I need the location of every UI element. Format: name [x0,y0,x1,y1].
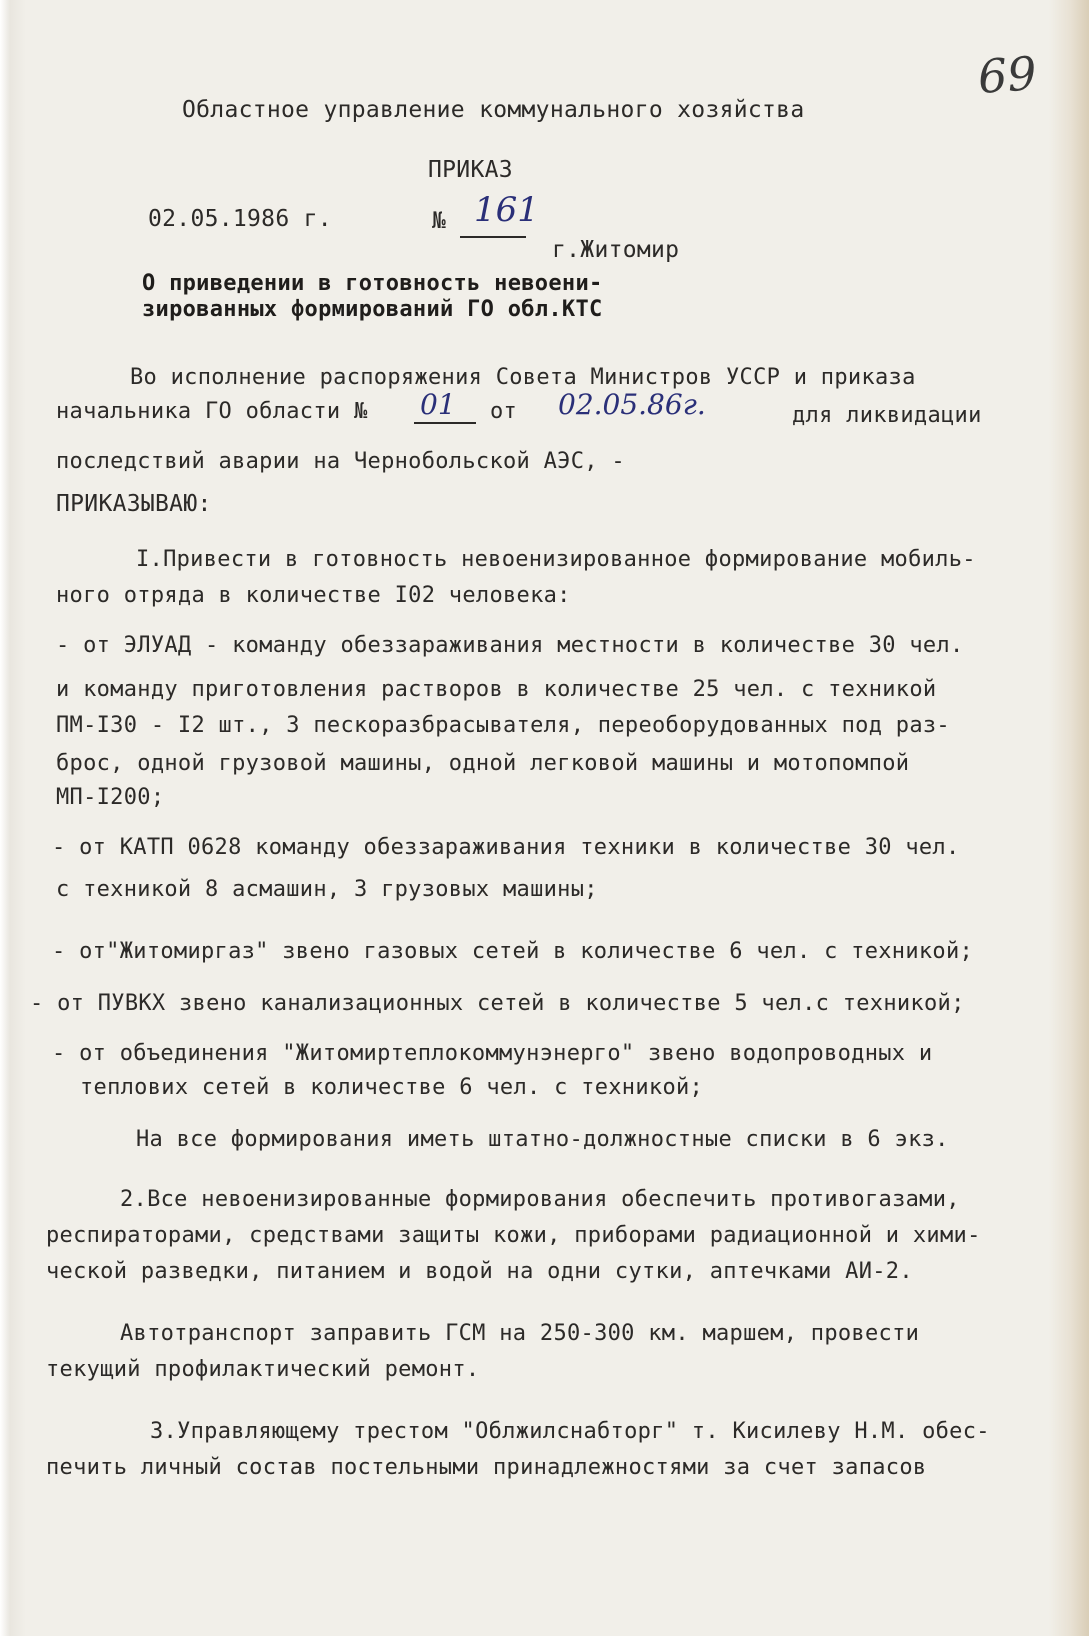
preamble-line-2-end: для ликвидации [792,403,982,428]
preamble-order-number: 01 [420,388,456,421]
body-line: - от ЭЛУАД - команду обеззараживания местности в количестве 30 чел. [56,633,964,658]
body-line: - от ПУВКХ звено канализационных сетей в количестве 5 чел.с техникой; [30,991,965,1016]
preamble-order-date: 02.05.86г. [558,388,706,421]
preamble-line-1: Во исполнение распоряжения Совета Министров УССР и приказа [130,365,916,390]
order-number-underline [460,236,526,238]
body-line: 3.Управляющему трестом "Облжилснабторг" т. Кисилеву Н.М. обес- [150,1419,990,1444]
preamble-line-3: последствий аварии на Чернобольской АЭС, - [56,449,625,474]
body-line: ПМ-I30 - I2 шт., 3 пескоразбрасывателя, переоборудованных под раз- [56,713,950,738]
document-type: ПРИКАЗ [428,157,513,183]
preamble-line-2-start: начальника ГО области № [56,399,368,424]
body-line: брос, одной грузовой машины, одной легковой машины и мотопомпой [56,751,910,776]
paper-left-edge [0,0,26,1636]
organization-name: Областное управление коммунального хозяйства [182,97,805,123]
command-heading: ПРИКАЗЫВАЮ: [56,491,212,517]
handwritten-page-number: 69 [976,46,1039,104]
paper-right-edge [1049,0,1089,1636]
body-line: и команду приготовления растворов в количестве 25 чел. с техникой [56,677,937,702]
body-line: - от объединения "Житомиртеплокоммунэнерго" звено водопроводных и [52,1041,933,1066]
preamble-from: от [490,399,518,424]
body-line: респираторами, средствами защиты кожи, приборами радиационной и хими- [46,1223,981,1248]
subject-line-2: зированных формирований ГО обл.КТС [142,297,603,322]
body-line: - от КАТП 0628 команду обеззараживания техники в количестве 30 чел. [52,835,960,860]
body-line: теплових сетей в количестве 6 чел. с техникой; [80,1075,704,1100]
body-line: I.Привести в готовность невоенизированное формирование мобиль- [136,547,976,572]
city: г.Житомир [552,237,680,263]
preamble-number-underline [414,422,476,424]
body-line: с техникой 8 асмашин, 3 грузовых машины; [56,877,598,902]
body-line: ческой разведки, питанием и водой на одни сутки, аптечками АИ-2. [46,1259,913,1284]
body-line: - от"Житомиргаз" звено газовых сетей в количестве 6 чел. с техникой; [52,939,974,964]
body-line: Автотранспорт заправить ГСМ на 250-300 км. маршем, провести [120,1321,920,1346]
subject-line-1: О приведении в готовность невоени- [142,271,603,296]
body-line: печить личный состав постельными принадлежностями за счет запасов [46,1455,927,1480]
order-number-label: № [432,208,447,234]
body-line: текущий профилактический ремонт. [46,1357,480,1382]
order-date: 02.05.1986 г. [148,206,332,232]
body-line: На все формирования иметь штатно-должностные списки в 6 экз. [136,1127,949,1152]
body-line: ного отряда в количестве I02 человека: [56,583,571,608]
order-number-value: 161 [474,190,539,230]
body-line: 2.Все невоенизированные формирования обеспечить противогазами, [120,1187,960,1212]
body-line: МП-I200; [56,785,165,810]
